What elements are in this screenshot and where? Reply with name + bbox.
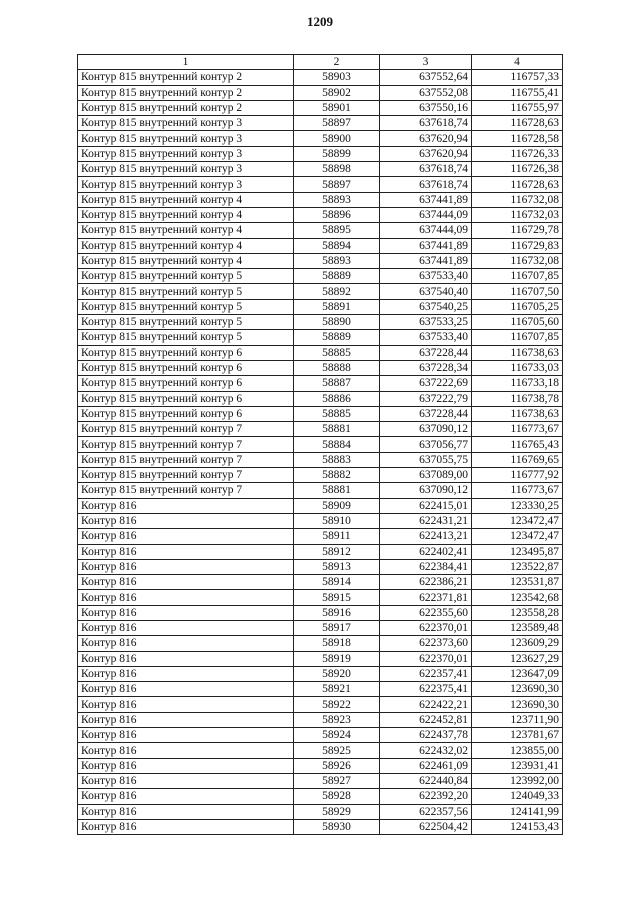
y-coordinate-cell: 124141,99 (472, 804, 563, 819)
y-coordinate-cell: 123542,68 (472, 590, 563, 605)
x-coordinate-cell: 622357,41 (380, 666, 472, 681)
table-row (78, 85, 563, 100)
contour-name-cell: Контур 815 внутренний контур 5 (78, 330, 294, 345)
x-coordinate-cell: 637618,74 (380, 162, 472, 177)
x-coordinate-cell: 622373,60 (380, 636, 472, 651)
x-coordinate-cell: 622402,41 (380, 544, 472, 559)
y-coordinate-cell: 116773,67 (472, 483, 563, 498)
contour-name-cell: Контур 816 (78, 559, 294, 574)
point-number-cell: 58917 (294, 620, 380, 635)
table-row (78, 360, 563, 375)
y-coordinate-cell: 116755,97 (472, 100, 563, 115)
point-number-cell: 58895 (294, 223, 380, 238)
point-number-cell: 58883 (294, 452, 380, 467)
x-coordinate-cell: 622357,56 (380, 804, 472, 819)
x-coordinate-cell: 622375,41 (380, 682, 472, 697)
x-coordinate-cell: 622437,78 (380, 728, 472, 743)
table-row (78, 636, 563, 651)
point-number-cell: 58902 (294, 85, 380, 100)
point-number-cell: 58893 (294, 192, 380, 207)
y-coordinate-cell: 123531,87 (472, 575, 563, 590)
point-number-cell: 58889 (294, 269, 380, 284)
contour-name-cell: Контур 816 (78, 636, 294, 651)
x-coordinate-cell: 637441,89 (380, 192, 472, 207)
contour-name-cell: Контур 815 внутренний контур 7 (78, 452, 294, 467)
contour-name-cell: Контур 815 внутренний контур 6 (78, 391, 294, 406)
y-coordinate-cell: 123992,00 (472, 773, 563, 788)
point-number-cell: 58888 (294, 360, 380, 375)
contour-name-cell: Контур 816 (78, 728, 294, 743)
table-row (78, 666, 563, 681)
table-row (78, 238, 563, 253)
x-coordinate-cell: 622386,21 (380, 575, 472, 590)
y-coordinate-cell: 123589,48 (472, 620, 563, 635)
point-number-cell: 58893 (294, 253, 380, 268)
table-row (78, 406, 563, 421)
point-number-cell: 58924 (294, 728, 380, 743)
point-number-cell: 58925 (294, 743, 380, 758)
point-number-cell: 58911 (294, 529, 380, 544)
x-coordinate-cell: 637620,94 (380, 131, 472, 146)
y-coordinate-cell: 123472,47 (472, 529, 563, 544)
y-coordinate-cell: 123472,47 (472, 513, 563, 528)
column-header: 1 (78, 55, 294, 70)
point-number-cell: 58889 (294, 330, 380, 345)
x-coordinate-cell: 637444,09 (380, 223, 472, 238)
contour-name-cell: Контур 816 (78, 575, 294, 590)
contour-name-cell: Контур 815 внутренний контур 7 (78, 437, 294, 452)
table-row (78, 789, 563, 804)
x-coordinate-cell: 622355,60 (380, 605, 472, 620)
y-coordinate-cell: 116732,08 (472, 253, 563, 268)
contour-name-cell: Контур 815 внутренний контур 7 (78, 483, 294, 498)
table-row (78, 590, 563, 605)
contour-name-cell: Контур 815 внутренний контур 4 (78, 192, 294, 207)
x-coordinate-cell: 637441,89 (380, 238, 472, 253)
y-coordinate-cell: 116773,67 (472, 422, 563, 437)
column-header: 4 (472, 55, 563, 70)
x-coordinate-cell: 637540,25 (380, 299, 472, 314)
point-number-cell: 58919 (294, 651, 380, 666)
x-coordinate-cell: 622370,01 (380, 651, 472, 666)
table-row (78, 712, 563, 727)
x-coordinate-cell: 637533,40 (380, 330, 472, 345)
point-number-cell: 58887 (294, 376, 380, 391)
point-number-cell: 58910 (294, 513, 380, 528)
y-coordinate-cell: 123781,67 (472, 728, 563, 743)
coordinates-table (77, 54, 563, 835)
y-coordinate-cell: 116732,08 (472, 192, 563, 207)
x-coordinate-cell: 637228,44 (380, 345, 472, 360)
y-coordinate-cell: 124153,43 (472, 819, 563, 834)
point-number-cell: 58929 (294, 804, 380, 819)
table-row (78, 116, 563, 131)
table-row (78, 162, 563, 177)
contour-name-cell: Контур 815 внутренний контур 3 (78, 146, 294, 161)
y-coordinate-cell: 116707,85 (472, 330, 563, 345)
x-coordinate-cell: 622440,84 (380, 773, 472, 788)
contour-name-cell: Контур 815 внутренний контур 2 (78, 85, 294, 100)
y-coordinate-cell: 116738,63 (472, 345, 563, 360)
contour-name-cell: Контур 815 внутренний контур 3 (78, 162, 294, 177)
y-coordinate-cell: 123522,87 (472, 559, 563, 574)
y-coordinate-cell: 123711,90 (472, 712, 563, 727)
table-row (78, 253, 563, 268)
table-row (78, 146, 563, 161)
point-number-cell: 58920 (294, 666, 380, 681)
point-number-cell: 58884 (294, 437, 380, 452)
y-coordinate-cell: 123495,87 (472, 544, 563, 559)
table-row (78, 177, 563, 192)
point-number-cell: 58881 (294, 483, 380, 498)
y-coordinate-cell: 116726,38 (472, 162, 563, 177)
point-number-cell: 58915 (294, 590, 380, 605)
x-coordinate-cell: 637090,12 (380, 422, 472, 437)
contour-name-cell: Контур 815 внутренний контур 7 (78, 468, 294, 483)
x-coordinate-cell: 637620,94 (380, 146, 472, 161)
contour-name-cell: Контур 815 внутренний контур 4 (78, 238, 294, 253)
table-row (78, 728, 563, 743)
point-number-cell: 58891 (294, 299, 380, 314)
point-number-cell: 58890 (294, 315, 380, 330)
y-coordinate-cell: 116733,18 (472, 376, 563, 391)
table-row (78, 437, 563, 452)
table-row (78, 559, 563, 574)
x-coordinate-cell: 637618,74 (380, 177, 472, 192)
contour-name-cell: Контур 816 (78, 666, 294, 681)
point-number-cell: 58916 (294, 605, 380, 620)
contour-name-cell: Контур 815 внутренний контур 5 (78, 284, 294, 299)
x-coordinate-cell: 637444,09 (380, 207, 472, 222)
y-coordinate-cell: 116757,33 (472, 70, 563, 85)
contour-name-cell: Контур 816 (78, 712, 294, 727)
x-coordinate-cell: 622413,21 (380, 529, 472, 544)
page-number: 1209 (307, 14, 333, 29)
table-row (78, 330, 563, 345)
x-coordinate-cell: 622452,81 (380, 712, 472, 727)
y-coordinate-cell: 116707,85 (472, 269, 563, 284)
x-coordinate-cell: 622431,21 (380, 513, 472, 528)
x-coordinate-cell: 622371,81 (380, 590, 472, 605)
table-row (78, 422, 563, 437)
y-coordinate-cell: 116755,41 (472, 85, 563, 100)
y-coordinate-cell: 123330,25 (472, 498, 563, 513)
table-row (78, 498, 563, 513)
contour-name-cell: Контур 816 (78, 605, 294, 620)
y-coordinate-cell: 116765,43 (472, 437, 563, 452)
y-coordinate-cell: 116729,78 (472, 223, 563, 238)
contour-name-cell: Контур 816 (78, 743, 294, 758)
table-row (78, 529, 563, 544)
table-row (78, 575, 563, 590)
contour-name-cell: Контур 816 (78, 758, 294, 773)
y-coordinate-cell: 123690,30 (472, 697, 563, 712)
y-coordinate-cell: 116728,63 (472, 116, 563, 131)
contour-name-cell: Контур 815 внутренний контур 2 (78, 100, 294, 115)
x-coordinate-cell: 622461,09 (380, 758, 472, 773)
point-number-cell: 58899 (294, 146, 380, 161)
contour-name-cell: Контур 816 (78, 620, 294, 635)
point-number-cell: 58897 (294, 116, 380, 131)
table-row (78, 513, 563, 528)
column-header: 2 (294, 55, 380, 70)
point-number-cell: 58881 (294, 422, 380, 437)
contour-name-cell: Контур 816 (78, 513, 294, 528)
x-coordinate-cell: 622392,20 (380, 789, 472, 804)
table-row (78, 207, 563, 222)
x-coordinate-cell: 637055,75 (380, 452, 472, 467)
table-row (78, 391, 563, 406)
y-coordinate-cell: 116707,50 (472, 284, 563, 299)
point-number-cell: 58923 (294, 712, 380, 727)
table-row (78, 100, 563, 115)
x-coordinate-cell: 637228,34 (380, 360, 472, 375)
table-row (78, 682, 563, 697)
y-coordinate-cell: 123627,29 (472, 651, 563, 666)
x-coordinate-cell: 622415,01 (380, 498, 472, 513)
table-row (78, 345, 563, 360)
contour-name-cell: Контур 815 внутренний контур 3 (78, 131, 294, 146)
y-coordinate-cell: 116729,83 (472, 238, 563, 253)
x-coordinate-cell: 637228,44 (380, 406, 472, 421)
point-number-cell: 58886 (294, 391, 380, 406)
y-coordinate-cell: 123690,30 (472, 682, 563, 697)
point-number-cell: 58903 (294, 70, 380, 85)
table-row (78, 804, 563, 819)
contour-name-cell: Контур 815 внутренний контур 4 (78, 253, 294, 268)
table-header-row (78, 55, 563, 70)
contour-name-cell: Контур 816 (78, 682, 294, 697)
y-coordinate-cell: 116738,78 (472, 391, 563, 406)
x-coordinate-cell: 637552,64 (380, 70, 472, 85)
contour-name-cell: Контур 815 внутренний контур 5 (78, 315, 294, 330)
contour-name-cell: Контур 816 (78, 789, 294, 804)
table-row (78, 192, 563, 207)
contour-name-cell: Контур 815 внутренний контур 5 (78, 269, 294, 284)
contour-name-cell: Контур 815 внутренний контур 6 (78, 406, 294, 421)
table-body (78, 70, 563, 835)
contour-name-cell: Контур 816 (78, 544, 294, 559)
table-row (78, 299, 563, 314)
table-row (78, 315, 563, 330)
point-number-cell: 58930 (294, 819, 380, 834)
point-number-cell: 58897 (294, 177, 380, 192)
point-number-cell: 58898 (294, 162, 380, 177)
x-coordinate-cell: 637540,40 (380, 284, 472, 299)
contour-name-cell: Контур 816 (78, 773, 294, 788)
table-row (78, 620, 563, 635)
y-coordinate-cell: 123855,00 (472, 743, 563, 758)
point-number-cell: 58921 (294, 682, 380, 697)
table-row (78, 605, 563, 620)
x-coordinate-cell: 622422,21 (380, 697, 472, 712)
contour-name-cell: Контур 815 внутренний контур 2 (78, 70, 294, 85)
point-number-cell: 58909 (294, 498, 380, 513)
y-coordinate-cell: 116777,92 (472, 468, 563, 483)
x-coordinate-cell: 622432,02 (380, 743, 472, 758)
contour-name-cell: Контур 815 внутренний контур 6 (78, 345, 294, 360)
table-row (78, 758, 563, 773)
x-coordinate-cell: 622504,42 (380, 819, 472, 834)
point-number-cell: 58894 (294, 238, 380, 253)
x-coordinate-cell: 637441,89 (380, 253, 472, 268)
y-coordinate-cell: 123609,29 (472, 636, 563, 651)
x-coordinate-cell: 637533,40 (380, 269, 472, 284)
point-number-cell: 58885 (294, 406, 380, 421)
x-coordinate-cell: 637550,16 (380, 100, 472, 115)
point-number-cell: 58892 (294, 284, 380, 299)
y-coordinate-cell: 116733,03 (472, 360, 563, 375)
table-row (78, 284, 563, 299)
y-coordinate-cell: 123647,09 (472, 666, 563, 681)
point-number-cell: 58922 (294, 697, 380, 712)
point-number-cell: 58896 (294, 207, 380, 222)
point-number-cell: 58927 (294, 773, 380, 788)
y-coordinate-cell: 124049,33 (472, 789, 563, 804)
x-coordinate-cell: 637089,00 (380, 468, 472, 483)
x-coordinate-cell: 637618,74 (380, 116, 472, 131)
y-coordinate-cell: 116732,03 (472, 207, 563, 222)
table-row (78, 70, 563, 85)
column-header: 3 (380, 55, 472, 70)
table-row (78, 131, 563, 146)
y-coordinate-cell: 116769,65 (472, 452, 563, 467)
y-coordinate-cell: 123931,41 (472, 758, 563, 773)
point-number-cell: 58928 (294, 789, 380, 804)
point-number-cell: 58914 (294, 575, 380, 590)
point-number-cell: 58926 (294, 758, 380, 773)
x-coordinate-cell: 622384,41 (380, 559, 472, 574)
table-row (78, 483, 563, 498)
table-row (78, 651, 563, 666)
y-coordinate-cell: 116726,33 (472, 146, 563, 161)
contour-name-cell: Контур 816 (78, 529, 294, 544)
y-coordinate-cell: 116705,25 (472, 299, 563, 314)
contour-name-cell: Контур 816 (78, 697, 294, 712)
point-number-cell: 58900 (294, 131, 380, 146)
table-row (78, 468, 563, 483)
contour-name-cell: Контур 815 внутренний контур 3 (78, 177, 294, 192)
y-coordinate-cell: 116738,63 (472, 406, 563, 421)
contour-name-cell: Контур 815 внутренний контур 7 (78, 422, 294, 437)
x-coordinate-cell: 637090,12 (380, 483, 472, 498)
y-coordinate-cell: 116705,60 (472, 315, 563, 330)
x-coordinate-cell: 637056,77 (380, 437, 472, 452)
point-number-cell: 58913 (294, 559, 380, 574)
contour-name-cell: Контур 816 (78, 651, 294, 666)
contour-name-cell: Контур 816 (78, 819, 294, 834)
x-coordinate-cell: 622370,01 (380, 620, 472, 635)
point-number-cell: 58918 (294, 636, 380, 651)
y-coordinate-cell: 116728,58 (472, 131, 563, 146)
point-number-cell: 58885 (294, 345, 380, 360)
contour-name-cell: Контур 815 внутренний контур 3 (78, 116, 294, 131)
table-row (78, 743, 563, 758)
contour-name-cell: Контур 815 внутренний контур 5 (78, 299, 294, 314)
x-coordinate-cell: 637552,08 (380, 85, 472, 100)
table-row (78, 544, 563, 559)
table-row (78, 773, 563, 788)
contour-name-cell: Контур 815 внутренний контур 4 (78, 207, 294, 222)
x-coordinate-cell: 637533,25 (380, 315, 472, 330)
contour-name-cell: Контур 815 внутренний контур 4 (78, 223, 294, 238)
contour-name-cell: Контур 816 (78, 590, 294, 605)
contour-name-cell: Контур 816 (78, 804, 294, 819)
point-number-cell: 58882 (294, 468, 380, 483)
x-coordinate-cell: 637222,79 (380, 391, 472, 406)
table-row (78, 269, 563, 284)
contour-name-cell: Контур 815 внутренний контур 6 (78, 376, 294, 391)
table-row (78, 223, 563, 238)
point-number-cell: 58912 (294, 544, 380, 559)
point-number-cell: 58901 (294, 100, 380, 115)
table-row (78, 376, 563, 391)
contour-name-cell: Контур 815 внутренний контур 6 (78, 360, 294, 375)
table-row (78, 697, 563, 712)
table-row (78, 452, 563, 467)
y-coordinate-cell: 123558,28 (472, 605, 563, 620)
table-row (78, 819, 563, 834)
y-coordinate-cell: 116728,63 (472, 177, 563, 192)
x-coordinate-cell: 637222,69 (380, 376, 472, 391)
contour-name-cell: Контур 816 (78, 498, 294, 513)
